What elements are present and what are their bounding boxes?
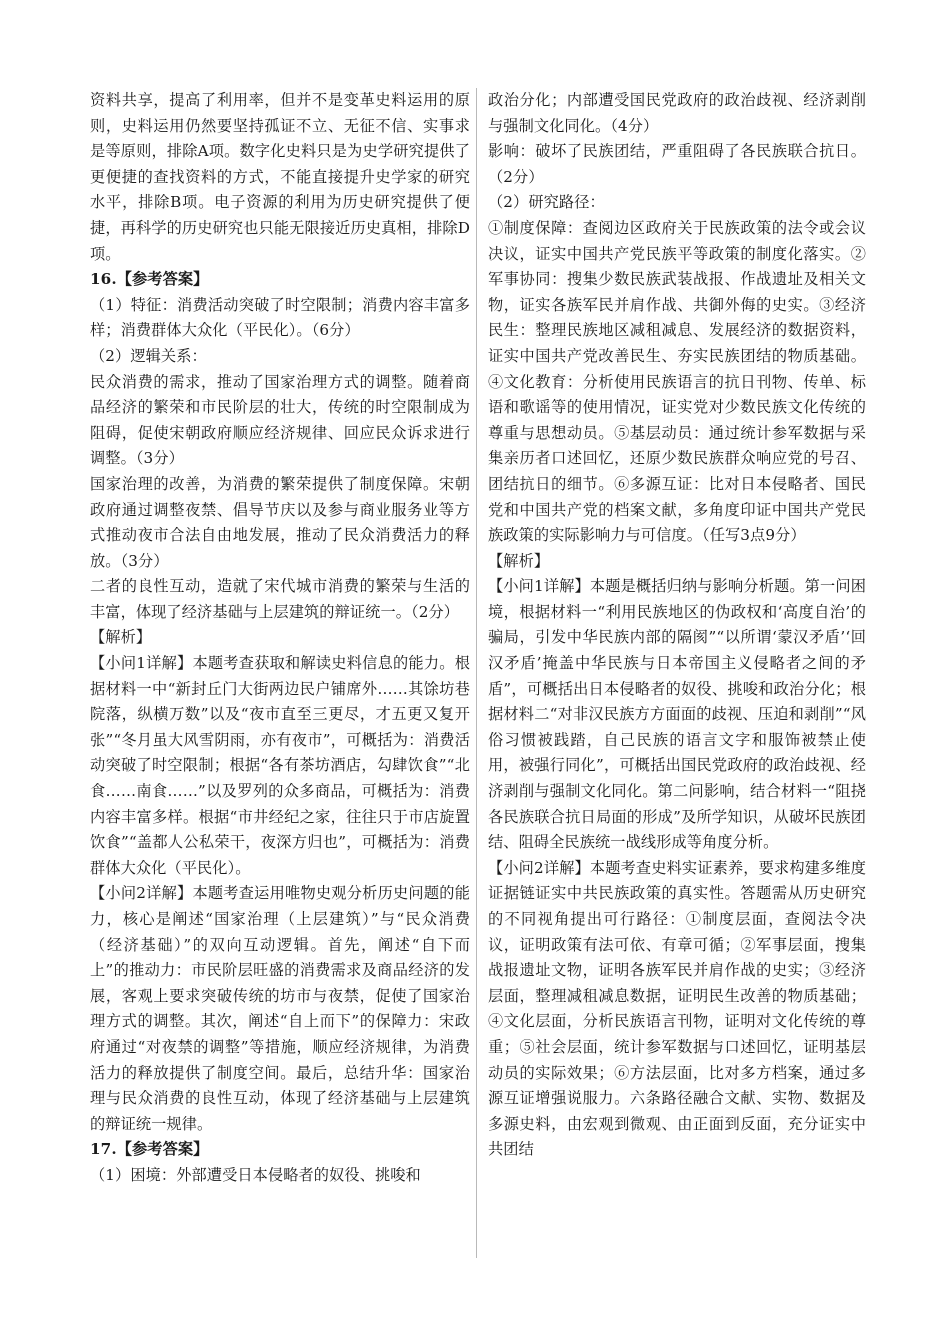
paragraph: （1）特征：消费活动突破了时空限制；消费内容丰富多样；消费群体大众化（平民化）。（6分） [90,295,470,340]
answer-heading-16: 16.【参考答案】 [90,270,209,289]
left-column [90,88,470,1189]
paragraph: 【小问1详解】本题是概括归纳与影响分析题。第一问困境，根据材料一“利用民族地区的伪政权和‘高度自治’的骗局，引发中华民族内部的隔阂”“以所谓‘蒙汉矛盾’‘回汉矛盾’掩盖中华民族与日本帝国主义侵略者之间的矛盾”，可概括出日本侵略者的奴役、挑唆和政治分化；根据材料二“对非汉民族方方面面的歧视、压迫和剥削”“风俗习惯被践踏，自己民族的语言文字和服饰被禁止使用，被强行同化”，可概括出国民党政府的政治歧视、经济剥削与强制文化同化。第二问影响，结合材料一“阻挠各民族联合抗日局面的形成”及所学知识，从破坏民族团结、阻碍全民族统一战线形成等角度分析。 [488,577,866,852]
column-divider [476,88,477,1258]
analysis-label: 【解析】 [90,628,152,647]
paragraph: 国家治理的改善，为消费的繁荣提供了制度保障。宋朝政府通过调整夜禁、倡导节庆以及参与商业服务业等方式推动夜市合法自由地发展，推动了民众消费活力的释放。（3分） [90,474,470,570]
paragraph: 资料共享，提高了利用率，但并不是变革史料运用的原则，史料运用仍然要坚持孤证不立、无征不信、实事求是等原则，排除A项。数字化史料只是为史学研究提供了更便捷的查找资料的方式，不能直接提升史学家的研究水平，排除B项。电子资源的利用为历史研究提供了便捷，再科学的历史研究也只能无限接近历史真相，排除D项。 [90,91,470,263]
answer-heading-17: 17.【参考答案】 [90,1140,209,1159]
paragraph: 【小问1详解】本题考查获取和解读史料信息的能力。根据材料一中“新封丘门大街两边民户铺席外……其馀坊巷院落，纵横万数”以及“夜市直至三更尽，才五更又复开张”“冬月虽大风雪阴雨，亦有夜市”，可概括为：消费活动突破了时空限制；根据“各有茶坊酒店，勾肆饮食”“北食……南食……”以及罗列的众多商品，可概括为：消费内容丰富多样。根据“市井经纪之家，往往只于市店旋置饮食”“盖都人公私荣干，夜深方归也”，可概括为：消费群体大众化（平民化）。 [90,654,470,877]
paragraph: 二者的良性互动，造就了宋代城市消费的繁荣与生活的丰富，体现了经济基础与上层建筑的辩证统一。（2分） [90,577,470,621]
paragraph: ①制度保障：查阅边区政府关于民族政策的法令或会议决议，证实中国共产党民族平等政策的制度化落实。②军事协同：搜集少数民族武装战报、作战遗址及相关文物，证实各族军民并肩作战、共御外侮的史实。③经济民生：整理民族地区减租减息、发展经济的数据资料，证实中国共产党改善民生、夯实民族团结的物质基础。④文化教育：分析使用民族语言的抗日刊物、传单、标语和歌谣等的使用情况，证实党对少数民族文化传统的尊重与思想动员。⑤基层动员：通过统计参军数据与采集亲历者口述回忆，还原少数民族群众响应党的号召、团结抗日的细节。⑥多源互证：比对日本侵略者、国民党和中国共产党的档案文献，多角度印证中国共产党民族政策的实际影响力与可信度。（任写3点9分） [488,218,866,545]
paragraph: 影响：破坏了民族团结，严重阻碍了各民族联合抗日。（2分） [488,142,866,186]
right-column [488,88,866,1163]
paragraph: （2）逻辑关系： [90,346,207,365]
paragraph: 政治分化；内部遭受国民党政府的政治歧视、经济剥削与强制文化同化。（4分） [488,91,866,135]
paragraph: 【小问2详解】本题考查史料实证素养，要求构建多维度证据链证实中共民族政策的真实性。答题需从历史研究的不同视角提出可行路径：①制度层面，查阅法令决议，证明政策有法可依、有章可循；②军事层面，搜集战报遗址文物，证明各族军民并肩作战的史实；③经济层面，整理减租减息数据，证明民生改善的物质基础；④文化层面，分析民族语言刊物，证明对文化传统的尊重；⑤社会层面，统计参军数据与口述回忆，证明基层动员的实际效果；⑥方法层面，比对多方档案，通过多源互证增强说服力。六条路径融合文献、实物、数据及多源史料，由宏观到微观、由正面到反面，充分证实中共团结 [488,858,866,1159]
analysis-label: 【解析】 [488,551,550,570]
paragraph: 民众消费的需求，推动了国家治理方式的调整。随着商品经济的繁荣和市民阶层的壮大，传统的时空限制成为阻碍，促使宋朝政府顺应经济规律、回应民众诉求进行调整。（3分） [90,372,470,468]
paragraph: 【小问2详解】本题考查运用唯物史观分析历史问题的能力，核心是阐述“国家治理（上层建筑）”与“民众消费（经济基础）”的双向互动逻辑。首先，阐述“自下而上”的推动力：市民阶层旺盛的消费需求及商品经济的发展，客观上要求突破传统的坊市与夜禁，促使了国家治理方式的调整。其次，阐述“自上而下”的保障力：宋政府通过“对夜禁的调整”等措施，顺应经济规律，为消费活力的释放提供了制度空间。最后，总结升华：国家治理与民众消费的良性互动，体现了经济基础与上层建筑的辩证统一规律。 [90,884,470,1133]
paragraph: （1）困境：外部遭受日本侵略者的奴役、挑唆和 [90,1165,421,1184]
paragraph: （2）研究路径： [488,193,605,212]
